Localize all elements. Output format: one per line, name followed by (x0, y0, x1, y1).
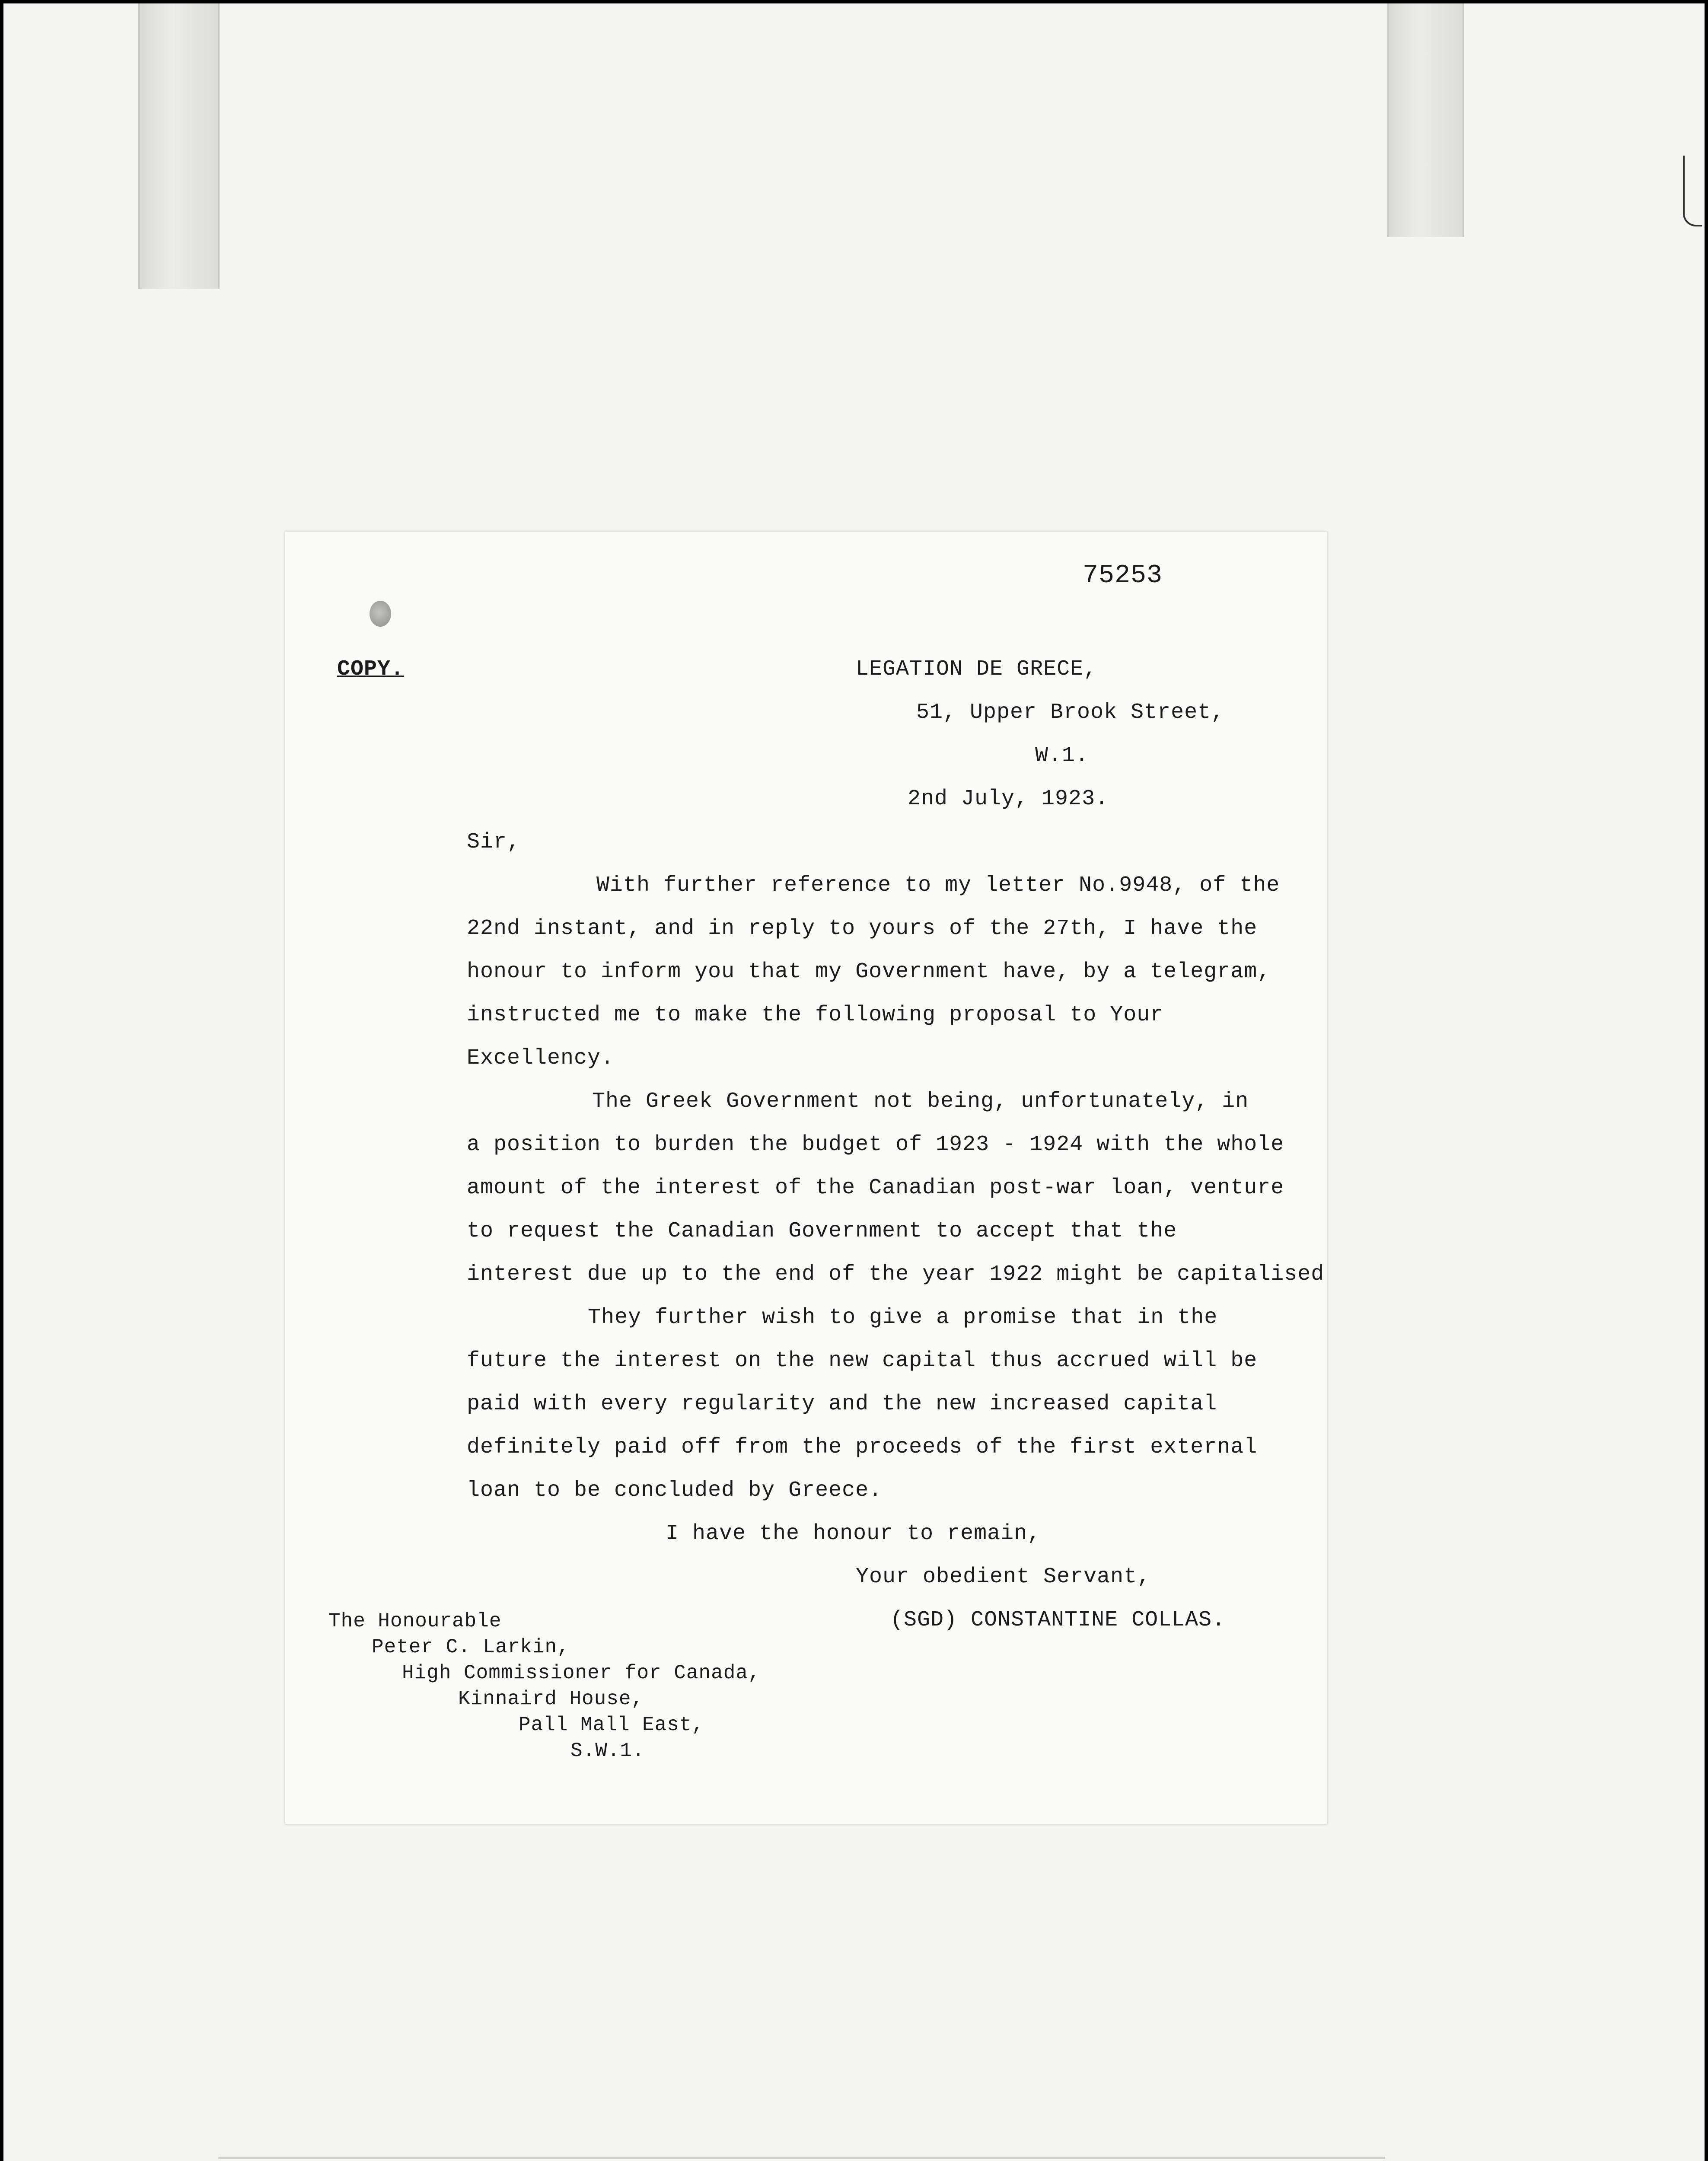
edge-curl-mark (1683, 156, 1702, 226)
body-line: honour to inform you that my Government have, by a telegram, (467, 959, 1271, 984)
archive-label-card (218, 2157, 1385, 2161)
recipient-line: The Honourable (328, 1610, 502, 1632)
body-line: interest due up to the end of the year 1922 might be capitalised (467, 1262, 1325, 1287)
document-number: 75253 (1083, 561, 1163, 590)
recipient-line: S.W.1. (570, 1740, 645, 1762)
punch-hole (370, 601, 391, 627)
body-line: to request the Canadian Government to accept that the (467, 1219, 1177, 1243)
letter-sheet (285, 532, 1327, 1824)
body-line: With further reference to my letter No.9948, of the (596, 873, 1280, 898)
body-line: amount of the interest of the Canadian post-war loan, venture (467, 1176, 1284, 1200)
closing-line: I have the honour to remain, (666, 1521, 1041, 1546)
recipient-line: Pall Mall East, (519, 1714, 704, 1736)
recipient-line: High Commissioner for Canada, (402, 1662, 761, 1684)
recipient-line: Peter C. Larkin, (372, 1636, 570, 1658)
closing-line: Your obedient Servant, (856, 1565, 1151, 1589)
address-line: W.1. (1035, 743, 1089, 768)
body-line: loan to be concluded by Greece. (467, 1478, 883, 1503)
body-line: 22nd instant, and in reply to yours of the 27th, I have the (467, 916, 1258, 941)
body-line: paid with every regularity and the new increased capital (467, 1392, 1217, 1416)
tape-strip-top-left (138, 3, 220, 289)
signature-line: (SGD) CONSTANTINE COLLAS. (890, 1608, 1226, 1632)
address-line: LEGATION DE GRECE, (856, 657, 1097, 682)
recipient-line: Kinnaird House, (458, 1688, 644, 1710)
copy-label: COPY. (337, 657, 405, 682)
body-line: instructed me to make the following proposal to Your (467, 1003, 1164, 1027)
body-line: They further wish to give a promise that in the (588, 1305, 1218, 1330)
letter-date: 2nd July, 1923. (908, 787, 1109, 811)
address-line: 51, Upper Brook Street, (916, 700, 1225, 725)
salutation: Sir, (467, 830, 521, 854)
body-line: future the interest on the new capital thus accrued will be (467, 1348, 1258, 1373)
body-line: a position to burden the budget of 1923 - 1924 with the whole (467, 1132, 1284, 1157)
tape-strip-top-right (1387, 3, 1464, 237)
body-line: The Greek Government not being, unfortunately, in (592, 1089, 1249, 1114)
body-line: definitely paid off from the proceeds of the first external (467, 1435, 1258, 1460)
body-line: Excellency. (467, 1046, 615, 1071)
